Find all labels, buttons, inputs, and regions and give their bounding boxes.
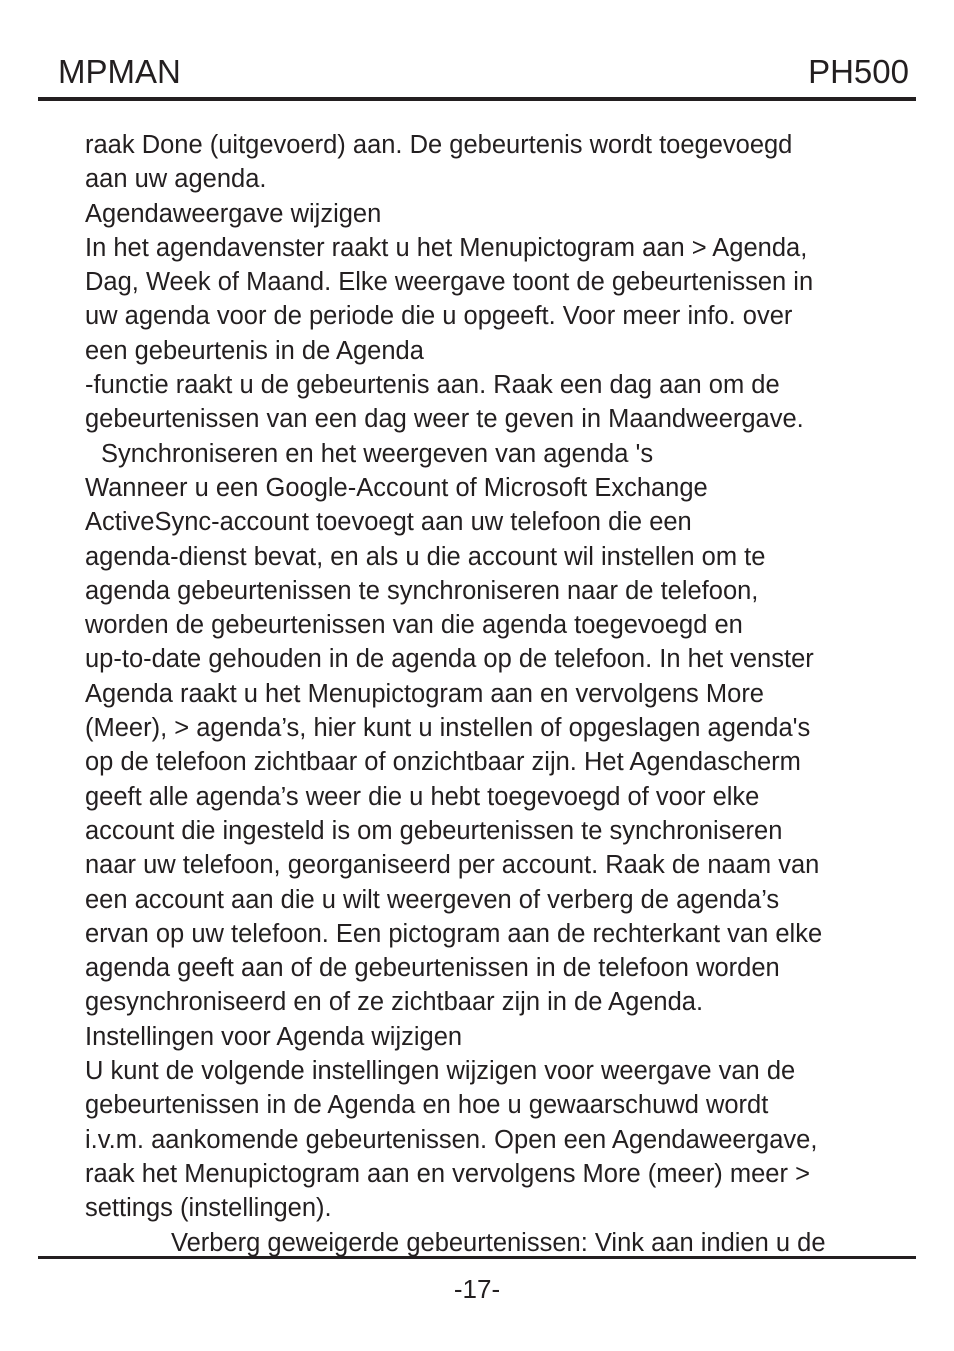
text-line: In het agendavenster raakt u het Menupictogram aan > Agenda, xyxy=(85,233,808,262)
text-line: -functie raakt u de gebeurtenis aan. Raak een dag aan om de xyxy=(85,371,780,400)
text-line: Agenda raakt u het Menupictogram aan en vervolgens More xyxy=(85,679,764,708)
text-line: ervan op uw telefoon. Een pictogram aan de rechterkant van elke xyxy=(85,919,823,948)
text-line: Wanneer u een Google-Account of Microsoft Exchange xyxy=(85,473,708,502)
text-line: (Meer), > agenda’s, hier kunt u instellen of opgeslagen agenda's xyxy=(85,714,811,743)
text-line: Verberg geweigerde gebeurtenissen: Vink aan indien u de xyxy=(171,1228,826,1257)
body-text xyxy=(85,128,915,1260)
text-line: up-to-date gehouden in de agenda op de telefoon. In het venster xyxy=(85,645,814,674)
text-line: agenda gebeurtenissen te synchroniseren naar de telefoon, xyxy=(85,576,759,605)
text-line: worden de gebeurtenissen van die agenda toegevoegd en xyxy=(85,611,743,640)
footer-divider xyxy=(38,1256,916,1259)
text-line: ActiveSync-account toevoegt aan uw telefoon die een xyxy=(85,508,692,537)
text-line: agenda-dienst bevat, en als u die account wil instellen om te xyxy=(85,542,766,571)
text-line: aan uw agenda. xyxy=(85,165,267,194)
text-line: naar uw telefoon, georganiseerd per account. Raak de naam van xyxy=(85,851,820,880)
text-line: op de telefoon zichtbaar of onzichtbaar zijn. Het Agendascherm xyxy=(85,748,801,777)
header-model: PH500 xyxy=(808,53,909,90)
text-line: settings (instellingen). xyxy=(85,1194,332,1223)
section-heading-agendaweergave: Agendaweergave wijzigen xyxy=(85,199,382,228)
header-brand: MPMAN xyxy=(58,53,181,90)
text-line: raak het Menupictogram aan en vervolgens More (meer) meer > xyxy=(85,1159,810,1188)
header-divider xyxy=(38,97,916,101)
text-line: Dag, Week of Maand. Elke weergave toont de gebeurtenissen in xyxy=(85,268,814,297)
text-line: i.v.m. aankomende gebeurtenissen. Open een Agendaweergave, xyxy=(85,1125,818,1154)
text-line: een account aan die u wilt weergeven of verberg de agenda’s xyxy=(85,885,780,914)
page-number: -17- xyxy=(453,1274,501,1304)
text-line: uw agenda voor de periode die u opgeeft. Voor meer info. over xyxy=(85,302,793,331)
text-line: gesynchroniseerd en of ze zichtbaar zijn in de Agenda. xyxy=(85,988,704,1017)
section-heading-synchroniseren: Synchroniseren en het weergeven van agenda 's xyxy=(101,439,654,468)
text-line: een gebeurtenis in de Agenda xyxy=(85,336,424,365)
text-line: U kunt de volgende instellingen wijzigen voor weergave van de xyxy=(85,1057,796,1086)
section-heading-instellingen: Instellingen voor Agenda wijzigen xyxy=(85,1022,463,1051)
text-line: gebeurtenissen van een dag weer te geven in Maandweergave. xyxy=(85,405,804,434)
text-line: gebeurtenissen in de Agenda en hoe u gewaarschuwd wordt xyxy=(85,1091,769,1120)
text-line: agenda geeft aan of de gebeurtenissen in de telefoon worden xyxy=(85,954,780,983)
text-line: raak Done (uitgevoerd) aan. De gebeurtenis wordt toegevoegd xyxy=(85,131,793,159)
text-line: geeft alle agenda’s weer die u hebt toegevoegd of voor elke xyxy=(85,782,760,811)
text-line: account die ingesteld is om gebeurtenissen te synchroniseren xyxy=(85,816,783,845)
